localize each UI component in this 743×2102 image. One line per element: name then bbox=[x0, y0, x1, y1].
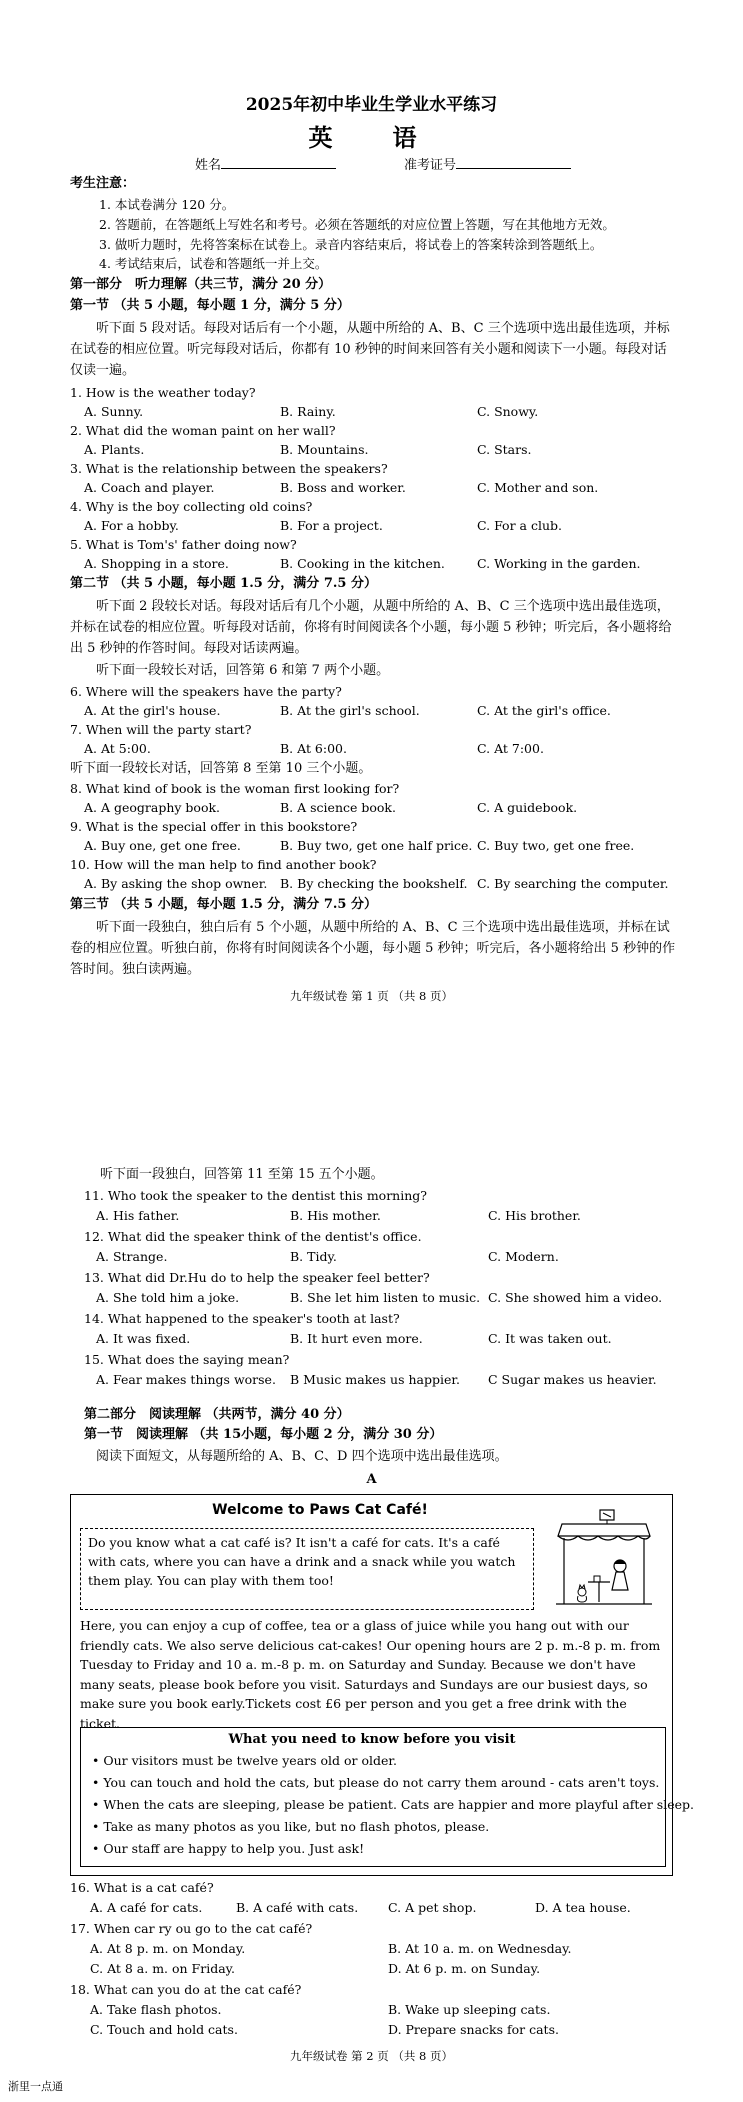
option-a[interactable]: A. Shopping in a store. bbox=[84, 556, 229, 571]
option-a[interactable]: A. Take flash photos. bbox=[90, 2002, 222, 2017]
section3-title: 第三节 （共 5 小题，每小题 1.5 分，满分 7.5 分） bbox=[70, 897, 377, 912]
notice-title: 考生注意： bbox=[70, 176, 136, 191]
option-c[interactable]: C. It was taken out. bbox=[488, 1331, 612, 1346]
cafe-illustration-icon bbox=[554, 1508, 654, 1608]
option-b[interactable]: B. Tidy. bbox=[290, 1249, 337, 1264]
option-a[interactable]: A. Plants. bbox=[84, 442, 145, 457]
option-b[interactable]: B. His mother. bbox=[290, 1208, 381, 1223]
cafe-body: Here, you can enjoy a cup of coffee, tea or a glass of juice while you hang out with our friendly cats. We also serve delicious cat-cakes! Our opening hours are 2 p. m.-8 p. m. from Tuesday to Friday and 10 a. m.-8 p. m. on Saturday and Sunday. Because we don't have many seats, please book before you visit. Saturdays and Sundays are our busiest days, so make sure you book early.Tickets cost £6 per person and you get a free drink with the ticket. bbox=[80, 1618, 661, 1731]
rule-item: • When the cats are sleeping, please be patient. Cats are happier and more playful after sleep. bbox=[92, 1797, 694, 1812]
option-b[interactable]: B. Mountains. bbox=[280, 442, 369, 457]
option-d[interactable]: D. A tea house. bbox=[535, 1900, 631, 1915]
option-d[interactable]: D. Prepare snacks for cats. bbox=[388, 2022, 559, 2037]
exam-title: 2025年初中毕业生学业水平练习 bbox=[245, 95, 498, 115]
option-c[interactable]: C. A guidebook. bbox=[477, 800, 578, 815]
option-a[interactable]: A. At 8 p. m. on Monday. bbox=[90, 1941, 246, 1956]
option-c[interactable]: C. At 7:00. bbox=[477, 741, 544, 756]
question-stem: 4. Why is the boy collecting old coins? bbox=[70, 499, 313, 514]
rule-item: • Our visitors must be twelve years old or older. bbox=[92, 1753, 397, 1768]
rules-title: What you need to know before you visit bbox=[228, 1732, 516, 1747]
rule-item: • Take as many photos as you like, but no flash photos, please. bbox=[92, 1819, 490, 1834]
option-b[interactable]: B. Boss and worker. bbox=[280, 480, 406, 495]
option-b[interactable]: B. At 6:00. bbox=[280, 741, 347, 756]
option-c[interactable]: C. A pet shop. bbox=[388, 1900, 477, 1915]
option-a[interactable]: A. It was fixed. bbox=[96, 1331, 191, 1346]
option-b[interactable]: B Music makes us happier. bbox=[290, 1372, 460, 1387]
question-stem: 17. When car ry ou go to the cat café? bbox=[70, 1921, 313, 1936]
section1-instructions: 听下面 5 段对话。每段对话后有一个小题，从题中所给的 A、B、C 三个选项中选出最佳选项，并标在试卷的相应位置。听完每段对话后，你都有 10 秒钟的时间来回答有关小题和阅读下一小题。每段对话仅读一遍。 bbox=[70, 321, 670, 378]
question-stem: 7. When will the party start? bbox=[70, 722, 252, 737]
part2-title: 第二部分 阅读理解 （共两节，满分 40 分） bbox=[84, 1407, 350, 1422]
option-c[interactable]: C. Modern. bbox=[488, 1249, 559, 1264]
ticket-label: 准考证号 bbox=[404, 158, 457, 173]
part1-title: 第一部分 听力理解（共三节，满分 20 分） bbox=[70, 277, 332, 292]
question-stem: 8. What kind of book is the woman first looking for? bbox=[70, 781, 400, 796]
section2-sub2: 听下面一段较长对话，回答第 8 至第 10 三个小题。 bbox=[70, 761, 372, 776]
section1-title: 第一节 （共 5 小题，每小题 1 分，满分 5 分） bbox=[70, 298, 350, 313]
notice-item: 4. 考试结束后，试卷和答题纸一并上交。 bbox=[99, 256, 328, 271]
section2-title: 第二节 （共 5 小题，每小题 1.5 分，满分 7.5 分） bbox=[70, 576, 377, 591]
option-b[interactable]: B. For a project. bbox=[280, 518, 383, 533]
option-c[interactable]: C. Buy two, get one free. bbox=[477, 838, 635, 853]
option-b[interactable]: B. At 10 a. m. on Wednesday. bbox=[388, 1941, 572, 1956]
watermark-text: 浙里一点通 bbox=[8, 2080, 63, 2093]
option-b[interactable]: B. By checking the bookshelf. bbox=[280, 876, 468, 891]
option-a[interactable]: A. Fear makes things worse. bbox=[96, 1372, 276, 1387]
option-a[interactable]: A. By asking the shop owner. bbox=[84, 876, 268, 891]
reading-instructions: 阅读下面短文，从每题所给的 A、B、C、D 四个选项中选出最佳选项。 bbox=[96, 1449, 508, 1464]
option-b[interactable]: B. At the girl's school. bbox=[280, 703, 420, 718]
page2-footer: 九年级试卷 第 2 页 （共 8 页） bbox=[289, 2049, 454, 2063]
question-stem: 5. What is Tom's' father doing now? bbox=[70, 537, 297, 552]
section2-instructions: 听下面 2 段较长对话。每段对话后有几个小题，从题中所给的 A、B、C 三个选项中选出最佳选项，并标在试卷的相应位置。听每段对话前，你将有时间阅读各个小题，每小题 5 秒钟；听完后，各小题将给出 5 秒钟的作答时间。每段对话读两遍。 bbox=[70, 599, 672, 656]
section3-instructions: 听下面一段独白，独白后有 5 个小题，从题中所给的 A、B、C 三个选项中选出最佳选项，并标在试卷的相应位置。听独白前，你将有时间阅读各个小题，每小题 5 秒钟；听完后，各小题将给出 5 秒钟的作答时间。独白读两遍。 bbox=[70, 920, 676, 977]
option-a[interactable]: A. Strange. bbox=[96, 1249, 168, 1264]
name-label: 姓名 bbox=[195, 158, 222, 173]
notice-item: 1. 本试卷满分 120 分。 bbox=[99, 197, 235, 212]
question-stem: 18. What can you do at the cat café? bbox=[70, 1982, 302, 1997]
option-c[interactable]: C. Touch and hold cats. bbox=[90, 2022, 238, 2037]
question-stem: 1. How is the weather today? bbox=[70, 385, 256, 400]
name-blank[interactable] bbox=[221, 155, 336, 169]
option-c[interactable]: C. His brother. bbox=[488, 1208, 581, 1223]
option-c[interactable]: C. Snowy. bbox=[477, 404, 539, 419]
option-a[interactable]: A. Coach and player. bbox=[84, 480, 215, 495]
option-a[interactable]: A. A geography book. bbox=[84, 800, 221, 815]
question-stem: 16. What is a cat café? bbox=[70, 1880, 214, 1895]
option-c[interactable]: C. By searching the computer. bbox=[477, 876, 669, 891]
question-stem: 2. What did the woman paint on her wall? bbox=[70, 423, 336, 438]
option-d[interactable]: D. At 6 p. m. on Sunday. bbox=[388, 1961, 541, 1976]
option-b[interactable]: B. Wake up sleeping cats. bbox=[388, 2002, 551, 2017]
option-a[interactable]: A. For a hobby. bbox=[84, 518, 179, 533]
option-a[interactable]: A. At the girl's house. bbox=[84, 703, 221, 718]
section3-sub: 听下面一段独白，回答第 11 至第 15 五个小题。 bbox=[100, 1167, 384, 1182]
option-c[interactable]: C. For a club. bbox=[477, 518, 562, 533]
cafe-intro: Do you know what a cat café is? It isn't a café for cats. It's a café with cats, where you can have a drink and a snack while you watch them play. You can play with them too! bbox=[88, 1535, 516, 1588]
option-c[interactable]: C. Working in the garden. bbox=[477, 556, 641, 571]
option-c[interactable]: C Sugar makes us heavier. bbox=[488, 1372, 657, 1387]
option-a[interactable]: A. His father. bbox=[96, 1208, 180, 1223]
option-b[interactable]: B. Rainy. bbox=[280, 404, 336, 419]
option-b[interactable]: B. A café with cats. bbox=[236, 1900, 359, 1915]
option-c[interactable]: C. At the girl's office. bbox=[477, 703, 611, 718]
question-stem: 14. What happened to the speaker's tooth at last? bbox=[84, 1311, 400, 1326]
question-stem: 6. Where will the speakers have the party? bbox=[70, 684, 342, 699]
option-a[interactable]: A. A café for cats. bbox=[90, 1900, 203, 1915]
option-a[interactable]: A. Buy one, get one free. bbox=[84, 838, 241, 853]
option-b[interactable]: B. A science book. bbox=[280, 800, 396, 815]
question-stem: 3. What is the relationship between the speakers? bbox=[70, 461, 388, 476]
notice-item: 3. 做听力题时，先将答案标在试卷上。录音内容结束后，将试卷上的答案转涂到答题纸上。 bbox=[99, 237, 603, 252]
option-b[interactable]: B. She let him listen to music. bbox=[290, 1290, 481, 1305]
notice-item: 2. 答题前，在答题纸上写姓名和考号。必须在答题纸的对应位置上答题，写在其他地方无效。 bbox=[99, 217, 615, 232]
reading-section1-title: 第一节 阅读理解 （共 15小题，每小题 2 分，满分 30 分） bbox=[84, 1427, 443, 1442]
question-stem: 11. Who took the speaker to the dentist this morning? bbox=[84, 1188, 427, 1203]
question-stem: 12. What did the speaker think of the dentist's office. bbox=[84, 1229, 422, 1244]
option-a[interactable]: A. Sunny. bbox=[84, 404, 144, 419]
ticket-label-row bbox=[404, 155, 571, 174]
rule-text: You can touch and hold the cats, but please do not carry them around - cats aren't toys. bbox=[103, 1775, 660, 1790]
subject-title: 英 语 bbox=[308, 123, 435, 152]
question-stem: 15. What does the saying mean? bbox=[84, 1352, 290, 1367]
rule-text: Our staff are happy to help you. Just ask! bbox=[103, 1841, 365, 1856]
option-c[interactable]: C. At 8 a. m. on Friday. bbox=[90, 1961, 236, 1976]
rule-text: Our visitors must be twelve years old or older. bbox=[103, 1753, 397, 1768]
page1-footer: 九年级试卷 第 1 页 （共 8 页） bbox=[289, 989, 454, 1003]
rule-text: Take as many photos as you like, but no flash photos, please. bbox=[103, 1819, 490, 1834]
option-b[interactable]: B. Cooking in the kitchen. bbox=[280, 556, 445, 571]
option-a[interactable]: A. She told him a joke. bbox=[96, 1290, 240, 1305]
option-c[interactable]: C. Stars. bbox=[477, 442, 532, 457]
rule-text: When the cats are sleeping, please be patient. Cats are happier and more playful after sleep. bbox=[103, 1797, 694, 1812]
option-c[interactable]: C. She showed him a video. bbox=[488, 1290, 663, 1305]
rule-item: • You can touch and hold the cats, but please do not carry them around - cats aren't toys. bbox=[92, 1775, 660, 1790]
passage-letter: A bbox=[366, 1472, 377, 1487]
name-label-row bbox=[195, 155, 336, 174]
rule-item: • Our staff are happy to help you. Just ask! bbox=[92, 1841, 365, 1856]
option-b[interactable]: B. It hurt even more. bbox=[290, 1331, 423, 1346]
ticket-blank[interactable] bbox=[456, 155, 571, 169]
question-stem: 13. What did Dr.Hu do to help the speaker feel better? bbox=[84, 1270, 430, 1285]
option-c[interactable]: C. Mother and son. bbox=[477, 480, 599, 495]
question-stem: 10. How will the man help to find another book? bbox=[70, 857, 377, 872]
section2-sub1: 听下面一段较长对话，回答第 6 和第 7 两个小题。 bbox=[96, 663, 390, 678]
cafe-title: Welcome to Paws Cat Café! bbox=[212, 1502, 428, 1518]
option-a[interactable]: A. At 5:00. bbox=[84, 741, 151, 756]
question-stem: 9. What is the special offer in this bookstore? bbox=[70, 819, 358, 834]
option-b[interactable]: B. Buy two, get one half price. bbox=[280, 838, 473, 853]
